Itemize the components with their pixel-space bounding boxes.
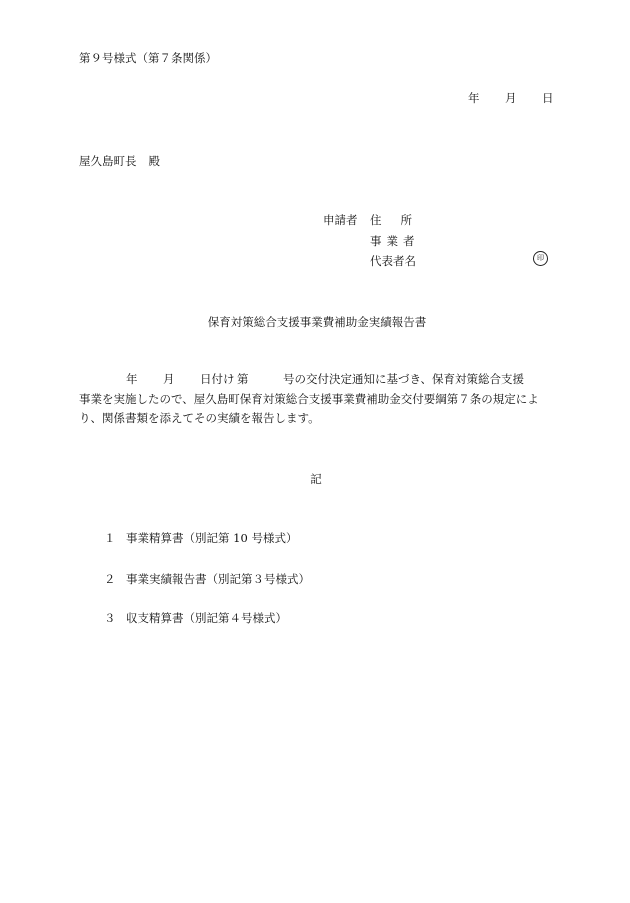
- date-line: [468, 90, 554, 106]
- list-item-text: 収支精算書（別記第４号様式）: [126, 611, 287, 625]
- applicant-prefix: 申請者: [323, 213, 358, 227]
- list-item: [104, 610, 287, 626]
- list-item-number: ２: [104, 572, 116, 586]
- body-line-1-rest: 号の交付決定通知に基づき、保育対策総合支援: [283, 372, 525, 386]
- document-title: 保育対策総合支援事業費補助金実績報告書: [207, 315, 427, 329]
- list-item-text: 事業精算書（別記第 10 号様式）: [126, 531, 298, 545]
- addressee-name: 屋久島町長: [79, 154, 137, 168]
- body-year-label: 年: [126, 372, 138, 386]
- ki-heading: 記: [310, 472, 322, 486]
- list-item-number: １: [104, 531, 116, 545]
- list-item: [104, 571, 310, 587]
- body-date-suffix: 日付け: [200, 372, 235, 386]
- list-item-text: 事業実績報告書（別記第３号様式）: [126, 572, 310, 586]
- form-number: 第９号様式（第７条関係）: [79, 51, 217, 65]
- applicant-representative-label: 代表者名: [370, 254, 416, 268]
- date-year-label: 年: [468, 91, 480, 105]
- list-item-number: ３: [104, 611, 116, 625]
- list-item: [104, 530, 297, 546]
- date-month-label: 月: [505, 91, 517, 105]
- seal-icon: 印: [533, 251, 548, 266]
- applicant-address-label: 住所: [370, 213, 431, 227]
- body-month-label: 月: [163, 372, 175, 386]
- body-number-prefix: 第: [237, 372, 249, 386]
- body-paragraph: [79, 370, 554, 429]
- body-line-2: 事業を実施したので、屋久島町保育対策総合支援事業費補助金交付要綱第７条の規定によ: [79, 391, 539, 406]
- addressee-honorific: 殿: [148, 154, 160, 168]
- body-line-1: [79, 370, 554, 390]
- body-line-3: り、関係書類を添えてその実績を報告します。: [79, 411, 320, 425]
- applicant-business-label: 事業者: [370, 234, 420, 248]
- addressee: [79, 153, 160, 169]
- date-day-label: 日: [542, 91, 554, 105]
